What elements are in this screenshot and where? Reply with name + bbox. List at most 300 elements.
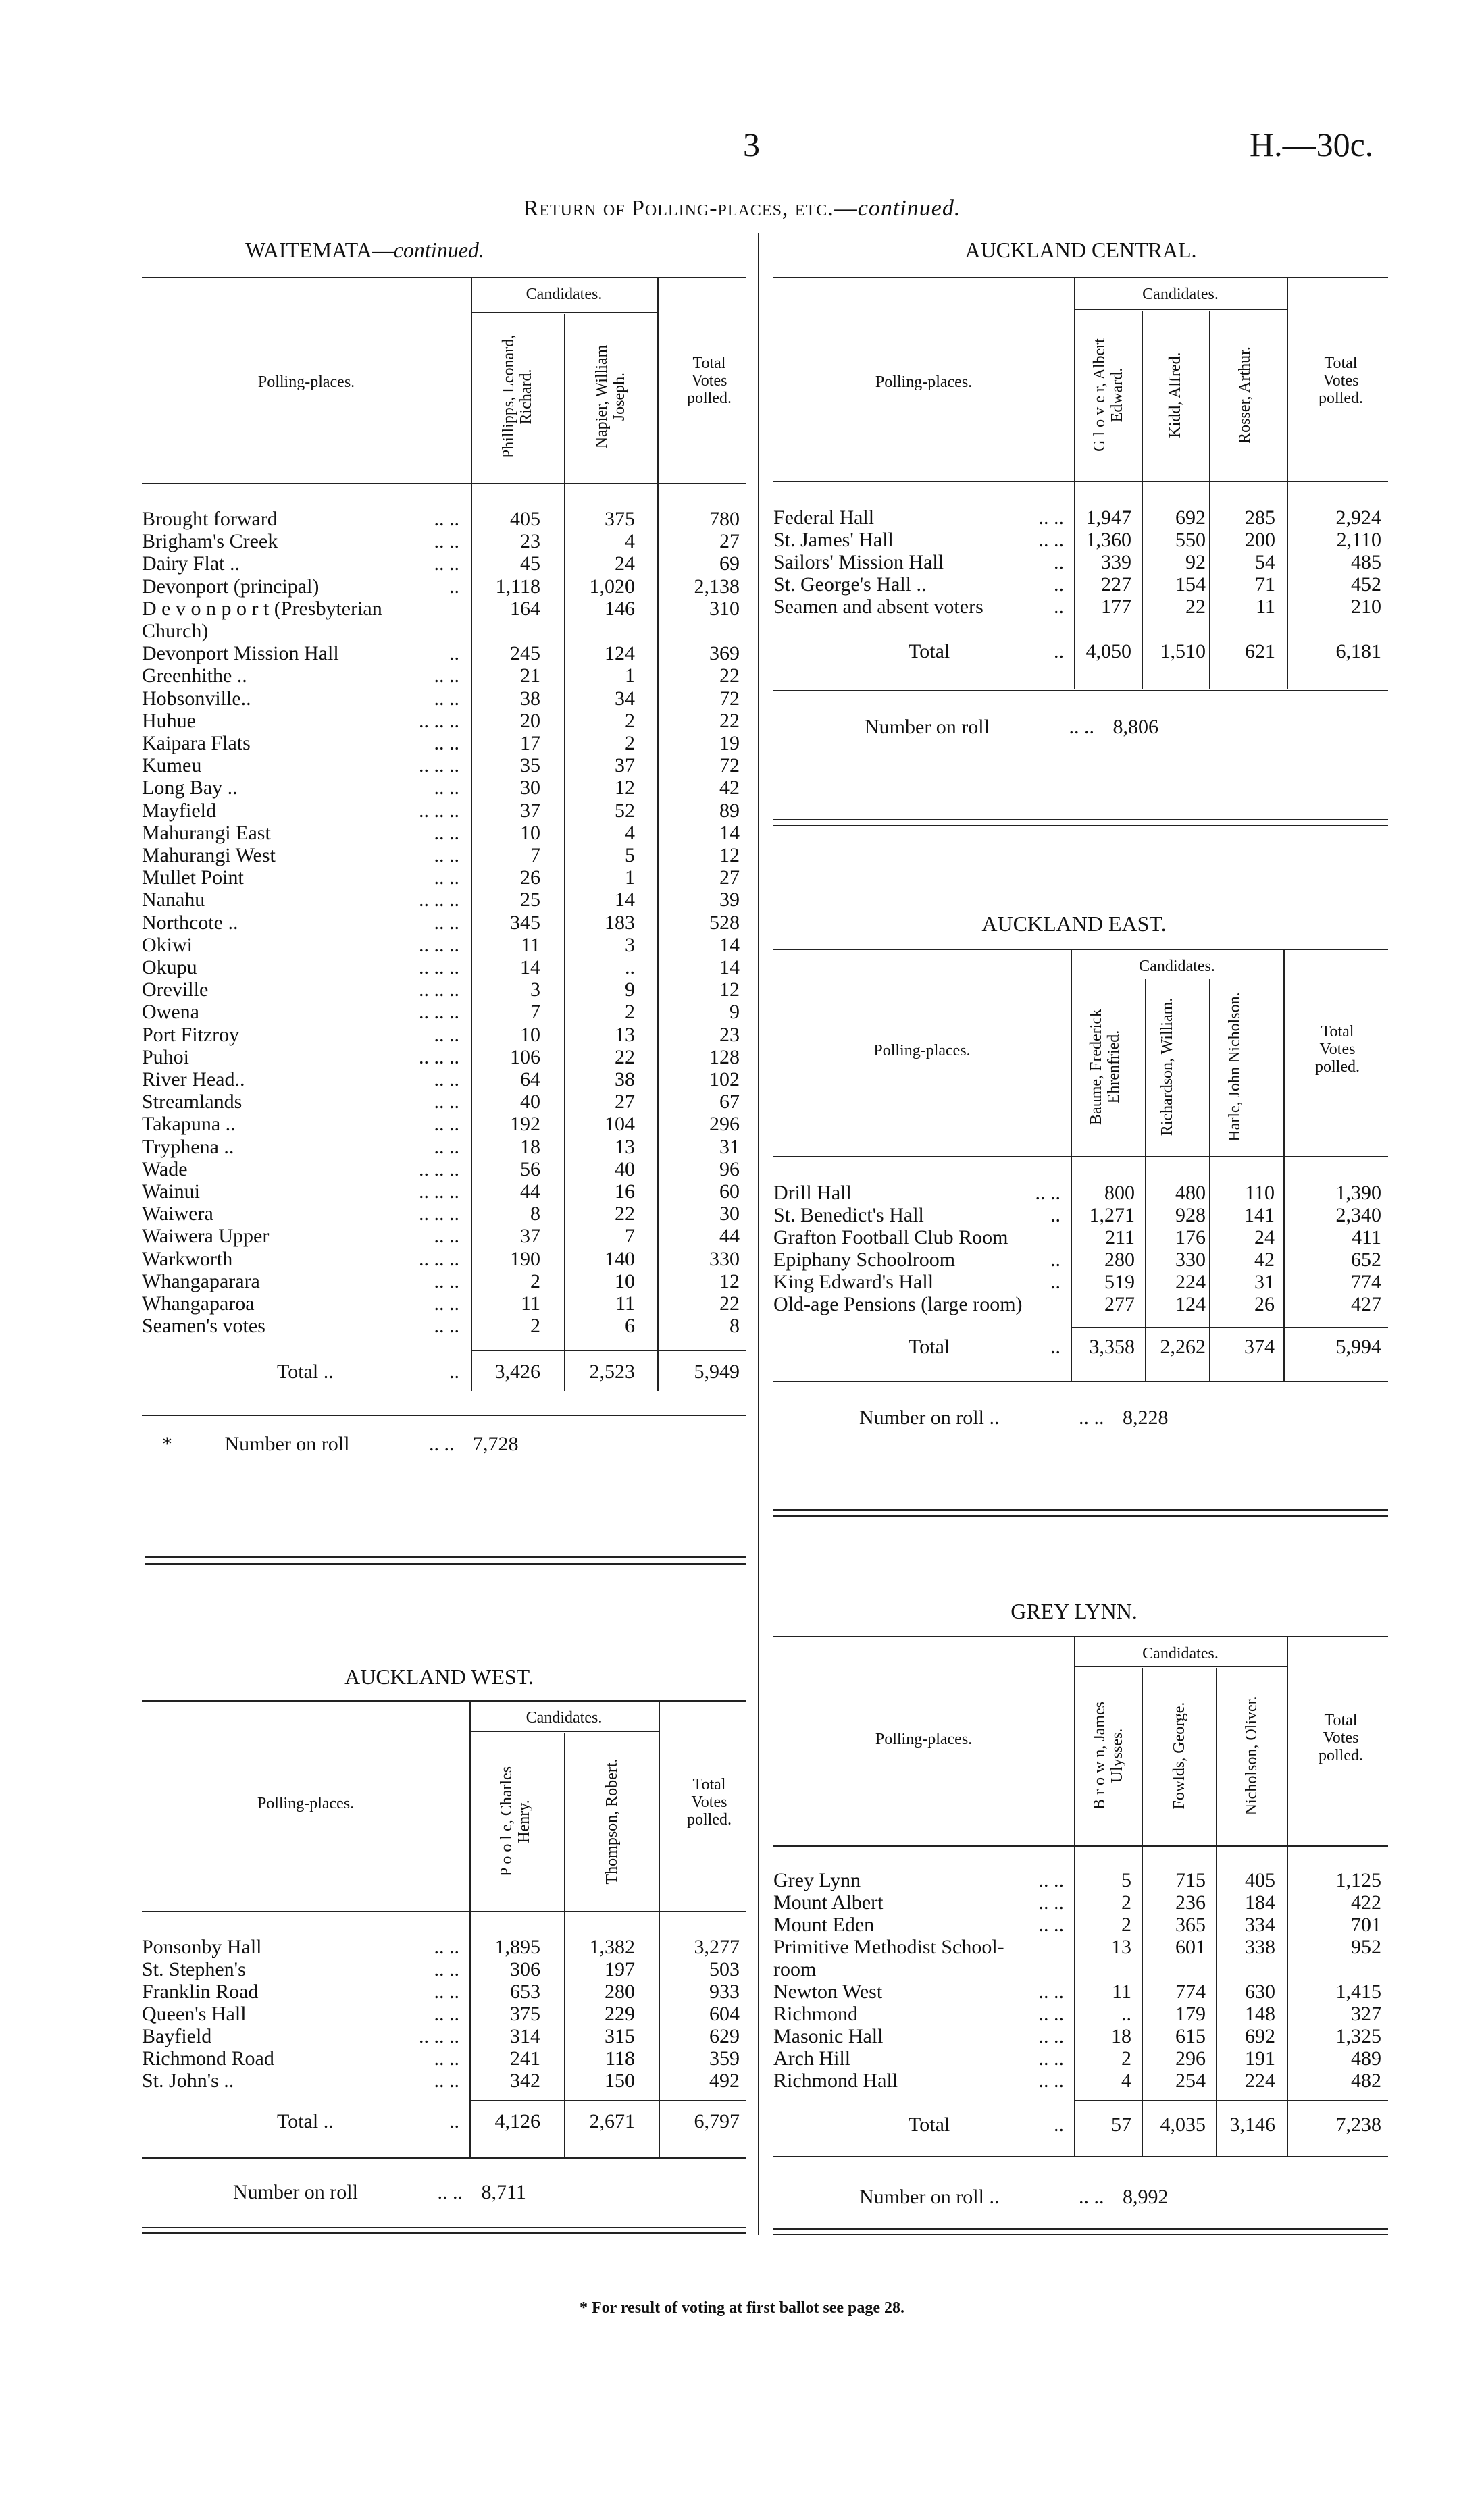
polling-place-name: Seamen's votes — [142, 1315, 265, 1338]
leader-dots: .. .. .. — [419, 799, 459, 822]
vote-cell: 31 — [719, 1135, 740, 1158]
vote-cell: 489 — [1351, 2047, 1381, 2070]
vote-cell: 692 — [1175, 506, 1206, 529]
vote-cell: 211 — [1105, 1226, 1135, 1249]
vote-cell: 339 — [1101, 551, 1131, 573]
vote-cell: 780 — [709, 508, 740, 530]
leader-dots: .. .. — [434, 530, 459, 553]
vote-cell: 10 — [615, 1269, 635, 1292]
vote-cell: 22 — [615, 1045, 635, 1068]
vote-cell: 22 — [615, 1203, 635, 1226]
polling-place-name: Primitive Methodist School- — [773, 1936, 1004, 1958]
vote-cell: 604 — [709, 2003, 740, 2025]
vote-cell: 615 — [1175, 2025, 1206, 2047]
leader-dots: .. .. .. — [419, 754, 459, 777]
vote-cell: 184 — [1245, 1891, 1275, 1914]
leader-dots: .. .. — [434, 1292, 459, 1315]
polling-place-name: Mayfield — [142, 799, 216, 822]
polling-place-name: Mount Eden — [773, 1914, 875, 1936]
vote-cell: 774 — [1175, 1980, 1206, 2003]
vote-cell: 71 — [1255, 573, 1275, 596]
vote-cell: 192 — [510, 1113, 540, 1136]
vote-cell: 22 — [1185, 596, 1206, 618]
gl-roll — [859, 2186, 1168, 2209]
vote-cell: 20 — [520, 709, 540, 732]
vote-cell: 13 — [615, 1135, 635, 1158]
waitemata-polling-label: Polling-places. — [257, 373, 355, 391]
vote-cell: 26 — [1254, 1293, 1275, 1315]
ac-cand-3: Rosser, Arthur. — [1236, 346, 1254, 444]
total-cell: 6,797 — [694, 2110, 740, 2132]
leader-dots: .. .. — [434, 1068, 459, 1091]
vote-cell: 2,340 — [1335, 1204, 1381, 1226]
vote-cell: 19 — [719, 732, 740, 754]
leader-dots: .. .. — [434, 552, 459, 575]
vote-cell: 39 — [719, 889, 740, 912]
vote-cell: 146 — [605, 597, 635, 620]
table-row — [773, 1869, 1388, 1891]
polling-place-name: Devonport (principal) — [142, 575, 319, 598]
vote-cell: 89 — [719, 799, 740, 822]
vote-cell: 22 — [719, 664, 740, 687]
leader-dots: .. .. — [434, 844, 459, 866]
vote-cell: 164 — [510, 597, 540, 620]
vote-cell: 345 — [510, 911, 540, 934]
vote-cell: 369 — [709, 642, 740, 665]
gl-total-rule — [1074, 2100, 1388, 2101]
vote-cell: 314 — [510, 2025, 540, 2047]
leader-dots: .. .. — [434, 1936, 459, 1958]
vote-cell: 359 — [709, 2047, 740, 2070]
vote-cell: 952 — [1351, 1936, 1381, 1958]
leader-dots: .. .. — [434, 664, 459, 687]
vote-cell: 52 — [615, 799, 635, 822]
polling-place-name: Mahurangi West — [142, 844, 276, 866]
leader-dots: .. — [1050, 1249, 1060, 1271]
grey-lynn-table — [773, 0, 1388, 2228]
table-row — [142, 2070, 746, 2092]
vote-cell: 38 — [520, 687, 540, 710]
table-row — [142, 1980, 746, 2003]
vote-cell: 236 — [1175, 1891, 1206, 1914]
polling-place-name: Brought forward — [142, 508, 278, 530]
vote-cell: 35 — [520, 754, 540, 777]
vote-cell: 715 — [1175, 1869, 1206, 1891]
totals-dots: .. — [449, 2110, 459, 2132]
vote-cell: 10 — [520, 821, 540, 844]
total-cell: 4,035 — [1160, 2114, 1206, 2136]
leader-dots: .. .. — [1038, 2003, 1064, 2025]
polling-place-name: room — [773, 1958, 817, 1980]
vote-cell: 1,020 — [589, 575, 635, 598]
polling-place-name: Mullet Point — [142, 866, 244, 889]
vote-cell: 37 — [520, 799, 540, 822]
vote-cell: 45 — [520, 552, 540, 575]
vote-cell: 69 — [719, 552, 740, 575]
leader-dots: .. .. — [434, 1023, 459, 1046]
polling-place-name: Devonport Mission Hall — [142, 642, 339, 665]
ac-roll-value: 8,806 — [1112, 716, 1158, 738]
total-cell: 1,510 — [1160, 640, 1206, 662]
total-cell: 2,262 — [1160, 1336, 1206, 1358]
totals-label: Total .. — [277, 2110, 334, 2132]
table-row — [773, 1958, 1388, 1980]
vote-cell: 24 — [1254, 1226, 1275, 1249]
vote-cell: 254 — [1175, 2070, 1206, 2092]
totals-dots: .. — [1054, 640, 1064, 662]
vote-cell: 31 — [1254, 1271, 1275, 1293]
polling-place-name: St. Stephen's — [142, 1958, 246, 1980]
total-cell: 3,358 — [1089, 1336, 1135, 1358]
vote-cell: 2 — [625, 709, 635, 732]
polling-place-name: Federal Hall — [773, 506, 875, 529]
vote-cell: 375 — [605, 508, 635, 530]
vote-cell: 12 — [719, 844, 740, 866]
totals-dots: .. — [1050, 1336, 1060, 1358]
vote-cell: 150 — [605, 2070, 635, 2092]
vote-cell: 11 — [1256, 596, 1275, 618]
vote-cell: 306 — [510, 1958, 540, 1980]
leader-dots: .. .. — [434, 1113, 459, 1136]
vote-cell: 4 — [625, 530, 635, 553]
gl-end-rule-1 — [773, 2228, 1388, 2230]
vote-cell: 96 — [719, 1157, 740, 1180]
leader-dots: .. .. — [1038, 2070, 1064, 2092]
table-row — [773, 2003, 1388, 2025]
aw-cand-rule — [469, 1731, 659, 1732]
leader-dots: .. — [1054, 596, 1064, 618]
vote-cell: 22 — [719, 709, 740, 732]
vote-cell: 315 — [605, 2025, 635, 2047]
vote-cell: 296 — [1175, 2047, 1206, 2070]
vote-cell: 34 — [615, 687, 635, 710]
ae-polling-label: Polling-places. — [873, 1042, 971, 1059]
polling-place-name: Masonic Hall — [773, 2025, 884, 2047]
waitemata-roll-value: 7,728 — [472, 1433, 519, 1455]
vote-cell: 13 — [615, 1023, 635, 1046]
aw-roll-dots: .. .. — [437, 2181, 463, 2203]
vote-cell: 2 — [625, 1001, 635, 1024]
ae-roll-label: Number on roll .. — [859, 1407, 1000, 1429]
polling-place-name: Sailors' Mission Hall — [773, 551, 944, 573]
vote-cell: 12 — [719, 978, 740, 1001]
vote-cell: 800 — [1104, 1182, 1135, 1204]
total-cell: 5,949 — [694, 1361, 740, 1383]
gl-cand-rule — [1074, 1666, 1287, 1667]
leader-dots: .. .. .. — [419, 2025, 459, 2047]
vote-cell: 330 — [1175, 1249, 1206, 1271]
vote-cell: 22 — [719, 1292, 740, 1315]
vote-cell: 21 — [520, 664, 540, 687]
leader-dots: .. — [1050, 1204, 1060, 1226]
vote-cell: 54 — [1255, 551, 1275, 573]
gl-end-rule-2 — [773, 2234, 1388, 2235]
vote-cell: 110 — [1245, 1182, 1275, 1204]
leader-dots: .. .. — [434, 687, 459, 710]
polling-place-name: Waiwera — [142, 1203, 213, 1226]
vote-cell: 17 — [520, 732, 540, 754]
vote-cell: 42 — [719, 777, 740, 799]
polling-place-name: St. George's Hall .. — [773, 573, 927, 596]
waitemata-cand-1: Phillipps, Leonard, Richard. — [500, 334, 535, 459]
aw-roll-value: 8,711 — [481, 2181, 526, 2203]
polling-place-name: Hobsonville.. — [142, 687, 251, 710]
aw-cand-1: P o o l e, Charles Henry. — [498, 1766, 533, 1877]
ac-total-label: Total Votes polled. — [1319, 355, 1363, 407]
vote-cell: 330 — [709, 1247, 740, 1270]
vote-cell: 933 — [709, 1980, 740, 2003]
vote-cell: 72 — [719, 687, 740, 710]
leader-dots: .. .. — [434, 2070, 459, 2092]
vote-cell: 5 — [1121, 1869, 1131, 1891]
gl-roll-dots: .. .. — [1078, 2186, 1104, 2208]
vote-cell: 30 — [719, 1203, 740, 1226]
leader-dots: .. .. — [1038, 529, 1064, 551]
leader-dots: .. — [449, 642, 459, 665]
polling-place-name: Huhue — [142, 709, 196, 732]
vote-cell: 2,924 — [1335, 506, 1381, 529]
vote-cell: 629 — [709, 2025, 740, 2047]
vote-cell: 285 — [1245, 506, 1275, 529]
vote-cell: 411 — [1352, 1226, 1381, 1249]
aw-polling-label: Polling-places. — [257, 1795, 355, 1812]
leader-dots: .. .. — [1038, 1980, 1064, 2003]
leader-dots: .. .. — [1035, 1182, 1060, 1204]
total-cell: 3,426 — [494, 1361, 540, 1383]
vote-cell: 1,382 — [589, 1936, 635, 1958]
vote-cell: 23 — [520, 530, 540, 553]
vote-cell: 154 — [1175, 573, 1206, 596]
leader-dots: .. .. — [1038, 2025, 1064, 2047]
leader-dots: .. .. — [434, 777, 459, 799]
leader-dots: .. .. — [434, 1091, 459, 1113]
vote-cell: 365 — [1175, 1914, 1206, 1936]
vote-cell: 27 — [615, 1091, 635, 1113]
total-cell: 4,050 — [1085, 640, 1131, 662]
ae-candidates-label: Candidates. — [1139, 957, 1215, 975]
leader-dots: .. .. — [1038, 2047, 1064, 2070]
leader-dots: .. .. .. — [419, 1247, 459, 1270]
aw-head-rule — [142, 1911, 746, 1912]
leader-dots: .. .. — [434, 1958, 459, 1980]
table-row — [142, 1936, 746, 1958]
vote-cell: 191 — [1245, 2047, 1275, 2070]
vote-cell: 9 — [730, 1001, 740, 1024]
leader-dots: .. .. .. — [419, 1045, 459, 1068]
footnote: * For result of voting at first ballot see page 28. — [579, 2299, 905, 2317]
leader-dots: .. .. — [434, 1135, 459, 1158]
leader-dots: .. — [1050, 1271, 1060, 1293]
polling-place-name: Dairy Flat .. — [142, 552, 240, 575]
gl-cand-2: Fowlds, George. — [1171, 1702, 1188, 1810]
vote-cell: 128 — [709, 1045, 740, 1068]
vote-cell: 3 — [625, 933, 635, 956]
vote-cell: 5 — [625, 844, 635, 866]
gl-total-label: Total Votes polled. — [1319, 1712, 1363, 1764]
leader-dots: .. .. .. — [419, 1180, 459, 1203]
vote-cell: 2,110 — [1336, 529, 1381, 551]
polling-place-name: Northcote .. — [142, 911, 238, 934]
vote-cell: 13 — [1111, 1936, 1131, 1958]
vote-cell: 1,390 — [1335, 1182, 1381, 1204]
polling-place-name: St. Benedict's Hall — [773, 1204, 924, 1226]
vote-cell: 14 — [719, 933, 740, 956]
vote-cell: 653 — [510, 1980, 540, 2003]
vote-cell: 27 — [719, 530, 740, 553]
polling-place-name: Long Bay .. — [142, 777, 238, 799]
total-cell: 4,126 — [494, 2110, 540, 2132]
table-row — [773, 2047, 1388, 2070]
vote-cell: 197 — [605, 1958, 635, 1980]
polling-place-name: Drill Hall — [773, 1182, 852, 1204]
vote-cell: 3 — [530, 978, 540, 1001]
vote-cell: 72 — [719, 754, 740, 777]
vote-cell: 375 — [510, 2003, 540, 2025]
vote-cell: 40 — [615, 1157, 635, 1180]
vote-cell: 601 — [1175, 1936, 1206, 1958]
page-number: 3 — [743, 126, 760, 163]
leader-dots: .. .. — [434, 911, 459, 934]
vote-cell: 104 — [605, 1113, 635, 1136]
polling-place-name: Richmond Hall — [773, 2070, 898, 2092]
polling-place-name: Arch Hill — [773, 2047, 851, 2070]
vote-cell: 4 — [1121, 2070, 1131, 2092]
total-cell: 3,146 — [1229, 2114, 1275, 2136]
polling-place-name: Franklin Road — [142, 1980, 259, 2003]
polling-place-name: Brigham's Creek — [142, 530, 278, 553]
polling-place-name: Oreville — [142, 978, 209, 1001]
vote-cell: 1 — [625, 664, 635, 687]
ae-cand-1: Baume, Frederick Ehrenfried. — [1088, 1009, 1123, 1125]
vote-cell: 10 — [520, 1023, 540, 1046]
leader-dots: .. .. .. — [419, 1203, 459, 1226]
vote-cell: 18 — [520, 1135, 540, 1158]
gl-top-rule — [773, 1636, 1388, 1637]
vote-cell: 422 — [1351, 1891, 1381, 1914]
vote-cell: 11 — [521, 1292, 540, 1315]
vote-cell: 1,895 — [494, 1936, 540, 1958]
polling-place-name: Richmond Road — [142, 2047, 274, 2070]
total-cell: 57 — [1111, 2114, 1131, 2136]
vote-cell: 1,947 — [1085, 506, 1131, 529]
polling-place-name: Streamlands — [142, 1091, 242, 1113]
polling-place-name: Queen's Hall — [142, 2003, 247, 2025]
waitemata-title-suffix: continued. — [393, 238, 484, 262]
vote-cell: 334 — [1245, 1914, 1275, 1936]
vote-cell: 16 — [615, 1180, 635, 1203]
vote-cell: 652 — [1351, 1249, 1381, 1271]
totals-dots: .. — [449, 1361, 459, 1383]
vote-cell: 14 — [615, 889, 635, 912]
polling-place-name: Owena — [142, 1001, 199, 1024]
vote-cell: 67 — [719, 1091, 740, 1113]
vote-cell: 1,118 — [495, 575, 540, 598]
polling-place-name: King Edward's Hall — [773, 1271, 934, 1293]
polling-place-name: Bayfield — [142, 2025, 212, 2047]
vote-cell: 6 — [625, 1315, 635, 1338]
vote-cell: 1,271 — [1089, 1204, 1135, 1226]
polling-place-name: Okiwi — [142, 933, 193, 956]
vote-cell: 190 — [510, 1247, 540, 1270]
vote-cell: 7 — [625, 1225, 635, 1248]
vote-cell: 280 — [1104, 1249, 1135, 1271]
polling-place-name: Warkworth — [142, 1247, 233, 1270]
polling-place-name: Kaipara Flats — [142, 732, 251, 754]
ae-roll-dots: .. .. — [1078, 1407, 1104, 1429]
total-cell: 374 — [1244, 1336, 1275, 1358]
polling-place-name: Whangaparoa — [142, 1292, 255, 1315]
polling-place-name: Richmond — [773, 2003, 858, 2025]
table-row — [142, 1958, 746, 1980]
vote-cell: 42 — [1254, 1249, 1275, 1271]
polling-place-name: Newton West — [773, 1980, 883, 2003]
ac-candidates-label: Candidates. — [1142, 286, 1219, 303]
vote-cell: 692 — [1245, 2025, 1275, 2047]
leader-dots: .. — [1054, 551, 1064, 573]
polling-place-name: Greenhithe .. — [142, 664, 247, 687]
vote-cell: 405 — [1245, 1869, 1275, 1891]
polling-place-name: Tryphena .. — [142, 1135, 234, 1158]
grey-lynn-title: GREY LYNN. — [1010, 1599, 1137, 1623]
polling-place-name: Takapuna .. — [142, 1113, 236, 1136]
aw-bottom-rule — [142, 2157, 746, 2159]
polling-place-name: Waiwera Upper — [142, 1225, 270, 1248]
vote-cell: 8 — [730, 1315, 740, 1338]
vote-cell: 200 — [1245, 529, 1275, 551]
table-row — [773, 1891, 1388, 1914]
leader-dots: .. .. .. — [419, 889, 459, 912]
leader-dots: .. .. — [1038, 1914, 1064, 1936]
leader-dots: .. .. — [434, 866, 459, 889]
vote-cell: 7 — [530, 1001, 540, 1024]
vote-cell: 452 — [1351, 573, 1381, 596]
aw-candidates-label: Candidates. — [526, 1709, 603, 1727]
ae-cand-2: Richardson, William. — [1158, 997, 1176, 1136]
vote-cell: 12 — [615, 777, 635, 799]
waitemata-cand-2: Napier, William Joseph. — [593, 344, 628, 449]
auckland-west-table — [142, 0, 746, 2228]
vote-cell: 210 — [1351, 596, 1381, 618]
totals-dots: .. — [1054, 2114, 1064, 2136]
table-row — [773, 2070, 1388, 2092]
page-id: H.—30c. — [1250, 126, 1374, 163]
vote-cell: 4 — [625, 821, 635, 844]
polling-place-name: Wade — [142, 1157, 188, 1180]
table-row — [773, 1936, 1388, 1958]
vote-cell: 701 — [1351, 1914, 1381, 1936]
column-divider — [758, 233, 759, 2235]
polling-place-name: Whangaparara — [142, 1269, 260, 1292]
vote-cell: 2 — [530, 1315, 540, 1338]
vote-cell: 14 — [520, 956, 540, 978]
ac-polling-label: Polling-places. — [875, 373, 973, 391]
ae-cand-3: Harle, John Nicholson. — [1226, 992, 1244, 1142]
vote-cell: 179 — [1175, 2003, 1206, 2025]
vote-cell: 44 — [520, 1180, 540, 1203]
leader-dots: .. .. — [1038, 1869, 1064, 1891]
vote-cell: 12 — [719, 1269, 740, 1292]
leader-dots: .. .. — [434, 1315, 459, 1338]
polling-place-name: Kumeu — [142, 754, 202, 777]
aw-total-label: Total Votes polled. — [687, 1776, 732, 1829]
waitemata-total-label: Total Votes polled. — [687, 355, 732, 407]
vote-cell: 338 — [1245, 1936, 1275, 1958]
vote-cell: 2,138 — [694, 575, 740, 598]
ac-cand-2: Kidd, Alfred. — [1167, 352, 1184, 438]
vote-cell: 177 — [1101, 596, 1131, 618]
vote-cell: 1 — [625, 866, 635, 889]
polling-place-name: St. James' Hall — [773, 529, 894, 551]
